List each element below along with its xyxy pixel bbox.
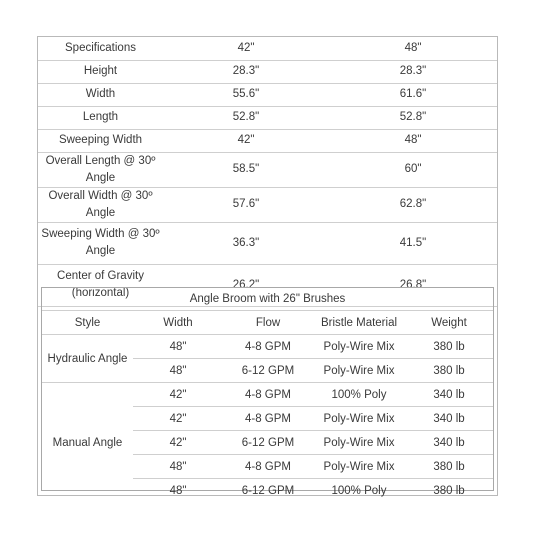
brushes-table [42, 288, 493, 502]
cell-material: Poly-Wire Mix [313, 359, 405, 383]
cell-flow: 4-8 GPM [223, 335, 313, 359]
spec-label: Sweeping Width @ 30º Angle [38, 222, 163, 264]
cell-weight: 380 lb [433, 484, 465, 497]
cell-width: 48" [169, 484, 187, 497]
spec-label: Overall Length @ 30º Angle [38, 152, 163, 187]
cell-width: 48" [133, 455, 223, 479]
spec-value-42: 57.6" [163, 187, 329, 222]
spec-label: Sweeping Width [38, 129, 163, 152]
spec-row [38, 222, 497, 264]
spec-value-48: 52.8" [329, 106, 497, 129]
cell-flow: 6-12 GPM [241, 484, 295, 497]
table-row [42, 335, 493, 359]
spec-value-42: 36.3" [163, 222, 329, 264]
cell-weight: 380 lb [405, 455, 493, 479]
cell-material: Poly-Wire Mix [313, 335, 405, 359]
spec-header-label: Specifications [38, 37, 163, 60]
spec-header-row [38, 37, 497, 60]
header-width: Width [133, 311, 223, 335]
header-weight: Weight [405, 311, 493, 335]
spec-row [38, 106, 497, 129]
spec-value-48: 28.3" [329, 60, 497, 83]
spec-value-48: 41.5" [329, 222, 497, 264]
cell-width: 42" [133, 407, 223, 431]
spec-label: Length [38, 106, 163, 129]
cell-material: Poly-Wire Mix [313, 431, 405, 455]
spec-label: Center of Gravity (horizontal) [38, 264, 163, 306]
cell-flow: 6-12 GPM [223, 431, 313, 455]
cell-width: 48" [133, 359, 223, 383]
spec-row [38, 152, 497, 187]
spec-value-48: 62.8" [329, 187, 497, 222]
cell-material: 100% Poly [313, 383, 405, 407]
spec-value-42: 58.5" [163, 152, 329, 187]
spec-value-42: 42" [163, 129, 329, 152]
spec-value-48: 61.6" [329, 83, 497, 106]
spec-value-42: 28.3" [163, 60, 329, 83]
spec-label: Width [38, 83, 163, 106]
spec-value-42: 52.8" [163, 106, 329, 129]
cell-width: 42" [133, 431, 223, 455]
spec-sheet [37, 36, 498, 496]
spec-value-48: 48" [329, 129, 497, 152]
table-row [42, 383, 493, 407]
cell-width: 48" [133, 335, 223, 359]
cell-width: 42" [133, 383, 223, 407]
brushes-header-row [42, 311, 493, 335]
header-flow: Flow [223, 311, 313, 335]
spec-row [38, 60, 497, 83]
cell-weight: 340 lb [405, 407, 493, 431]
spec-row [38, 83, 497, 106]
spec-label: Height [38, 60, 163, 83]
style-hydraulic-angle: Hydraulic Angle [42, 335, 133, 383]
cell-flow: 4-8 GPM [223, 455, 313, 479]
spec-value-42: 26.2" [163, 264, 329, 306]
spec-value-48: 26.8" [329, 264, 497, 306]
spec-value-48: 60" [329, 152, 497, 187]
brushes-table-frame [41, 287, 494, 497]
cell-weight: 380 lb [405, 335, 493, 359]
brushes-caption: Angle Broom with 26" Brushes [42, 288, 493, 311]
cell-weight: 340 lb [405, 431, 493, 455]
cell-weight: 380 lb [405, 359, 493, 383]
cell-flow: 6-12 GPM [223, 359, 313, 383]
cell-material: Poly-Wire Mix [313, 407, 405, 431]
spec-value-42: 55.6" [163, 83, 329, 106]
specifications-table [38, 37, 497, 307]
spec-header-42: 42" [163, 37, 329, 60]
header-bristle-material: Bristle Material [313, 311, 405, 335]
header-style: Style [42, 311, 133, 335]
cell-flow: 4-8 GPM [223, 407, 313, 431]
cell-material: 100% Poly [331, 484, 387, 497]
spec-header-48: 48" [329, 37, 497, 60]
cell-flow: 4-8 GPM [223, 383, 313, 407]
cell-weight: 340 lb [405, 383, 493, 407]
spec-row [38, 187, 497, 222]
style-manual-angle: Manual Angle [52, 436, 123, 449]
cell-material: Poly-Wire Mix [313, 455, 405, 479]
brushes-caption-row [42, 288, 493, 311]
spec-row [38, 129, 497, 152]
spec-label: Overall Width @ 30º Angle [38, 187, 163, 222]
